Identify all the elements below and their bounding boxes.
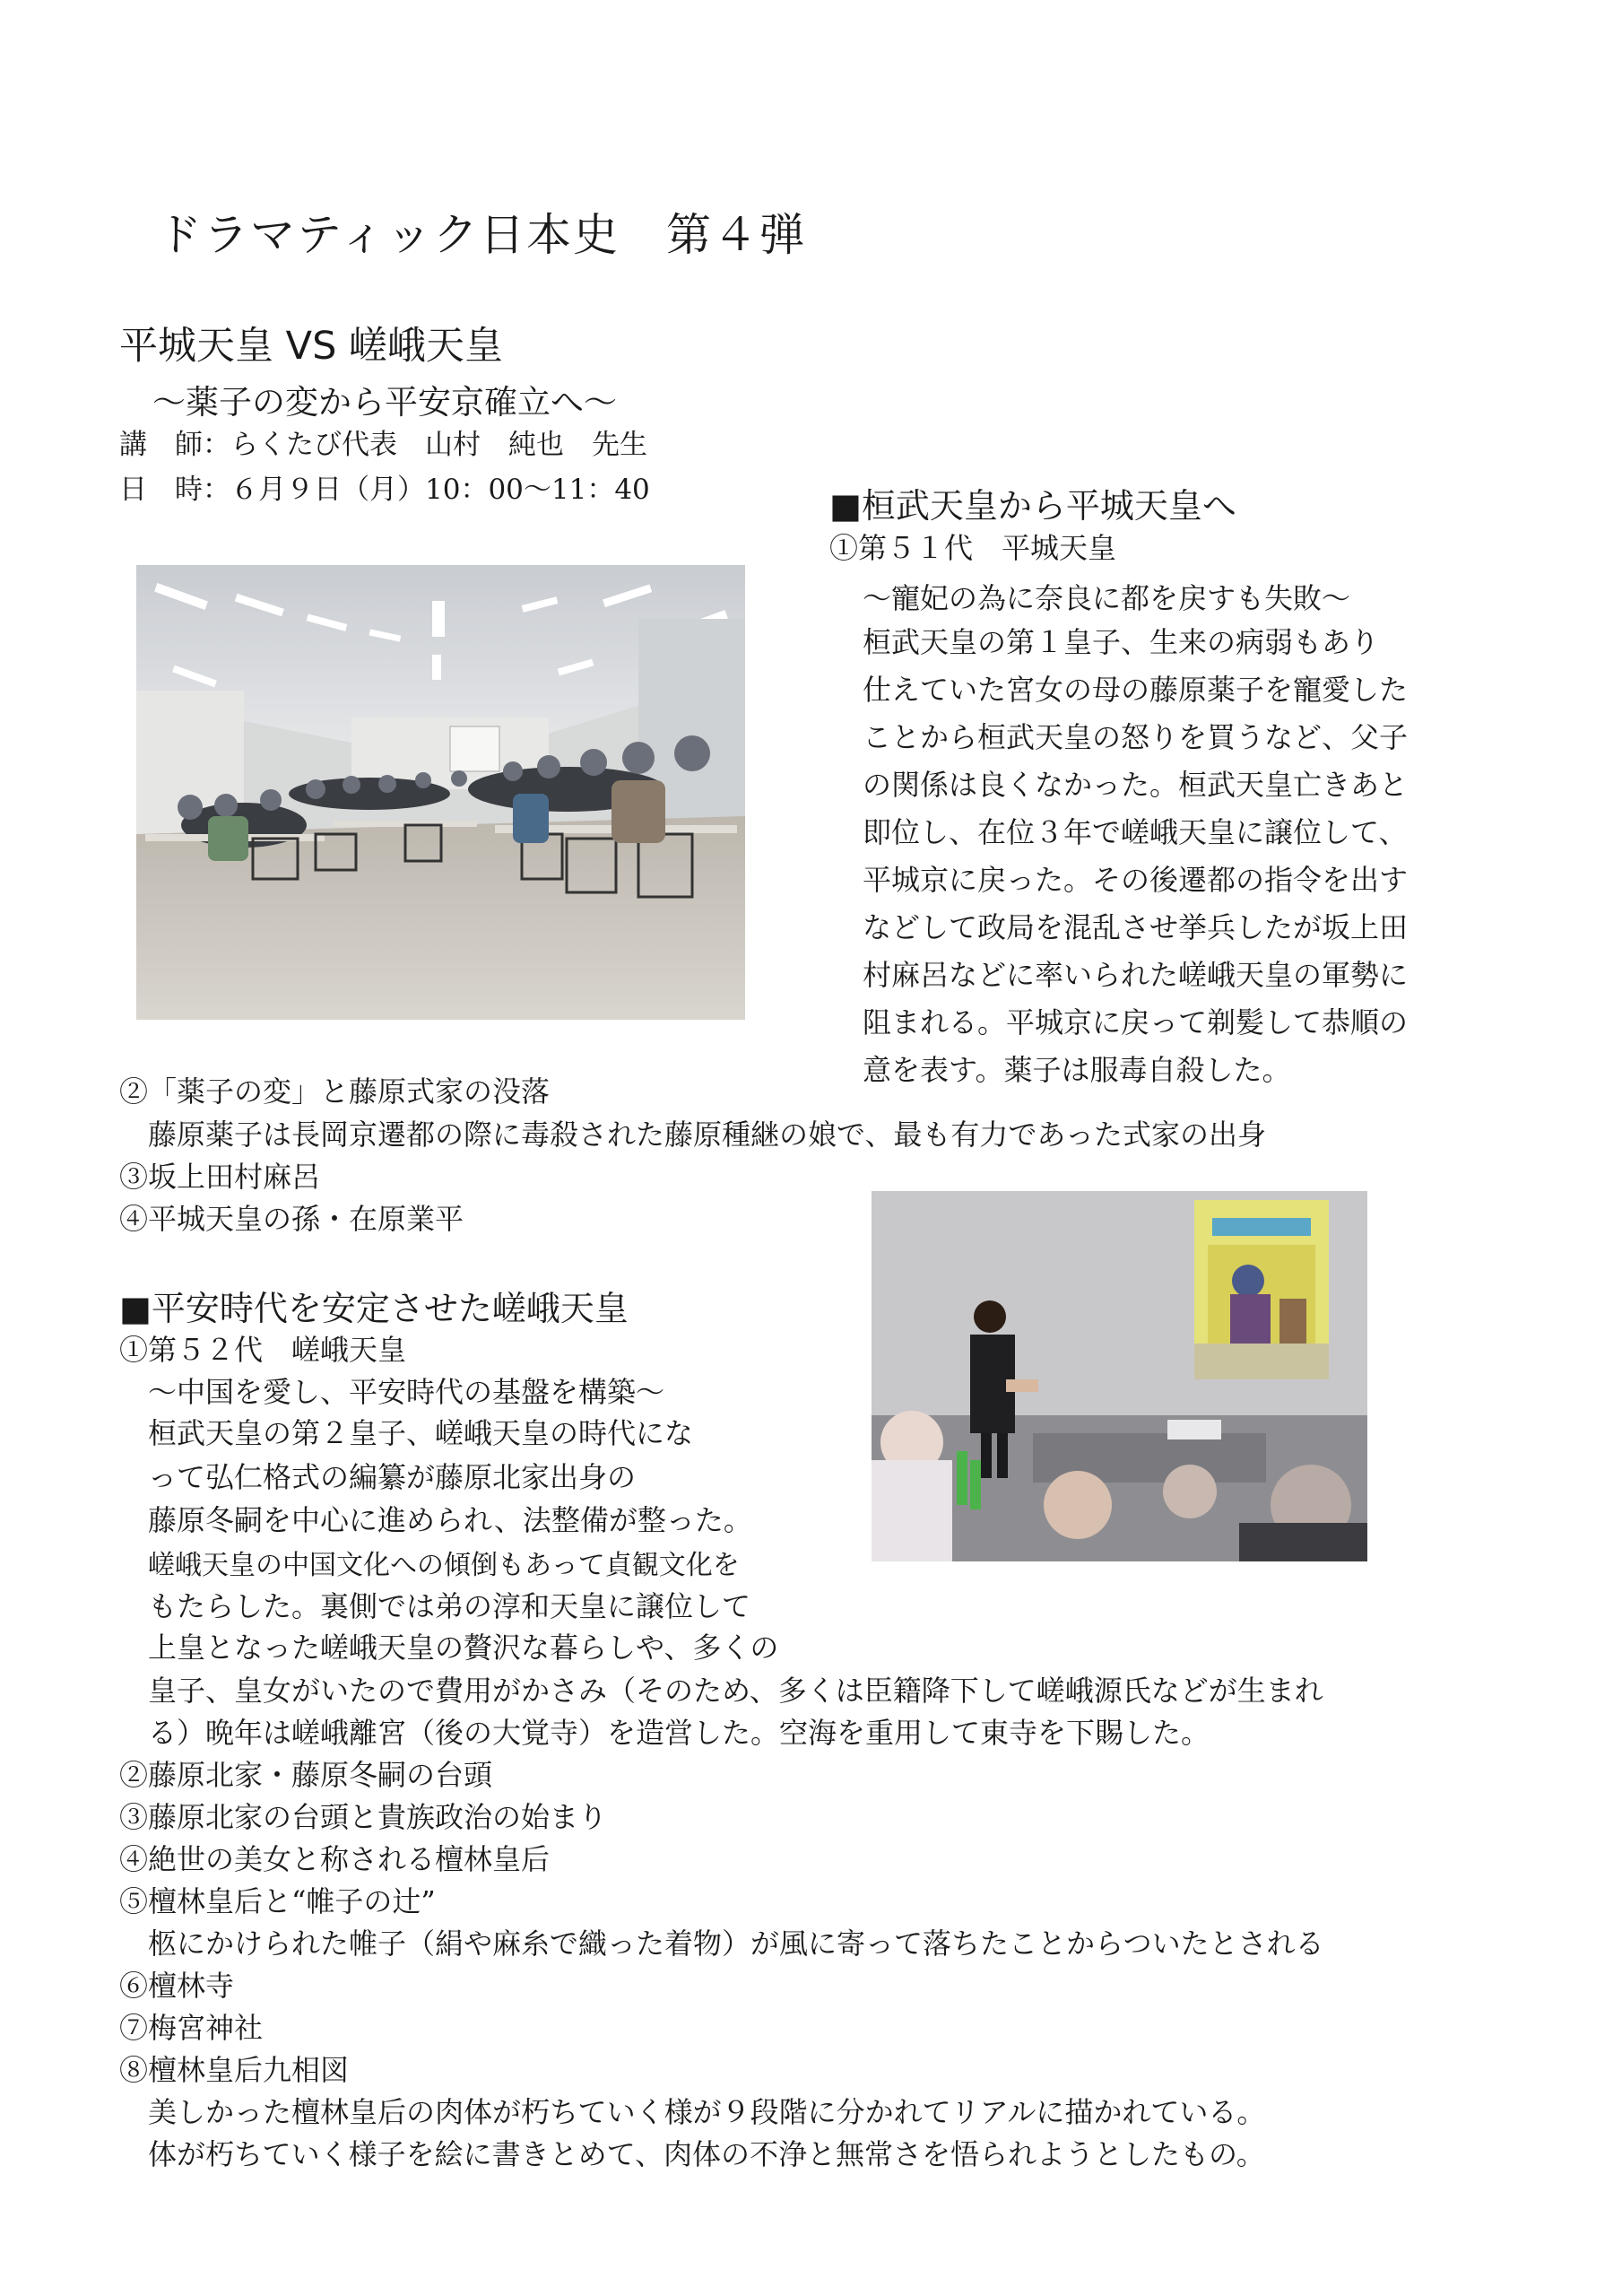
body-line: 村麻呂などに率いられた嵯峨天皇の軍勢に (863, 958, 1409, 992)
section1-item4-title: ④平城天皇の孫・在原業平 (119, 1202, 464, 1236)
body-line: などして政局を混乱させ挙兵したが坂上田 (863, 910, 1409, 944)
body-line: 仕えていた宮女の母の藤原薬子を寵愛した (863, 673, 1409, 707)
section2-item: ③藤原北家の台頭と貴族政治の始まり (119, 1800, 608, 1834)
body-line: ことから桓武天皇の怒りを買うなど、父子 (863, 720, 1409, 754)
body-line: 意を表す。薬子は服毒自殺した。 (863, 1053, 1291, 1087)
section1-item2-title: ②「薬子の変」と藤原式家の没落 (119, 1074, 551, 1109)
body-line: 藤原冬嗣を中心に進められ、法整備が整った。 (148, 1503, 752, 1537)
section2-item8-body: 美しかった檀林皇后の肉体が朽ちていく様が９段階に分かれてリアルに描かれている。 (148, 2095, 1266, 2129)
lecture-hall-photo (136, 565, 745, 1020)
section2-item1-title: ①第５２代 嵯峨天皇 (119, 1333, 407, 1367)
body-line: 桓武天皇の第１皇子、生来の病弱もあり (863, 625, 1380, 659)
section2-heading: ■平安時代を安定させた嵯峨天皇 (119, 1289, 629, 1328)
body-line: 嵯峨天皇の中国文化への傾倒もあって貞観文化を (148, 1550, 740, 1581)
section1-item3-title: ③坂上田村麻呂 (119, 1160, 321, 1194)
section2-item1-subtitle: ～中国を愛し、平安時代の基盤を構築～ (148, 1375, 665, 1409)
lecturer-photo (872, 1191, 1367, 1561)
section2-item8-body: 体が朽ちていく様子を絵に書きとめて、肉体の不浄と無常さを悟られようとしたもの。 (148, 2137, 1265, 2171)
body-line: 即位し、在位３年で嵯峨天皇に譲位して、 (863, 815, 1408, 849)
section2-item: ②藤原北家・藤原冬嗣の台頭 (119, 1758, 493, 1792)
body-line: る）晩年は嵯峨離宮（後の大覚寺）を造営した。空海を重用して東寺を下賜した。 (148, 1716, 1210, 1750)
body-line: 平城京に戻った。その後遷都の指令を出す (863, 863, 1409, 897)
section2-item: ⑦梅宮神社 (119, 2011, 264, 2045)
section1-item1-subtitle: ～寵妃の為に奈良に都を戻すも失敗～ (863, 581, 1351, 615)
page-title: ドラマティック日本史 第４弾 (157, 209, 806, 261)
body-line: 阻まれる。平城京に戻って剃髪して恭順の (863, 1005, 1409, 1039)
lecture-subtitle: ～薬子の変から平安京確立へ～ (152, 383, 617, 422)
section1-item2-body: 藤原薬子は長岡京遷都の際に毒殺された藤原種継の娘で、最も有力であった式家の出身 (148, 1118, 1267, 1152)
body-line: って弘仁格式の編纂が藤原北家出身の (148, 1460, 637, 1494)
body-line: もたらした。裏側では弟の淳和天皇に譲位して (148, 1589, 751, 1623)
section1-heading: ■桓武天皇から平城天皇へ (829, 486, 1236, 526)
body-line: 桓武天皇の第２皇子、嵯峨天皇の時代にな (148, 1416, 694, 1450)
section1-item1-title: ①第５１代 平城天皇 (829, 531, 1117, 565)
body-line: の関係は良くなかった。桓武天皇亡きあと (863, 768, 1409, 802)
section2-item: ⑥檀林寺 (119, 1969, 235, 2003)
section1-item1-body (863, 619, 1408, 1094)
lecturer-line: 講 師：らくたび代表 山村 純也 先生 (119, 429, 647, 461)
body-line: 上皇となった嵯峨天皇の贅沢な暮らしや、多くの (148, 1631, 779, 1665)
section2-item: ⑤檀林皇后と“帷子の辻” (119, 1884, 436, 1918)
lecture-title: 平城天皇 VS 嵯峨天皇 (119, 324, 504, 369)
datetime-line: 日 時：６月９日（月）10：00～11：40 (119, 474, 650, 506)
body-line: 皇子、皇女がいたので費用がかさみ（そのため、多くは臣籍降下して嵯峨源氏などが生まれ (148, 1674, 1323, 1708)
section2-item: ④絶世の美女と称される檀林皇后 (119, 1842, 551, 1876)
section2-item: ⑧檀林皇后九相図 (119, 2053, 350, 2087)
section2-item5-body: 柩にかけられた帷子（絹や麻糸で織った着物）が風に寄って落ちたことからついたとされる (148, 1926, 1324, 1961)
